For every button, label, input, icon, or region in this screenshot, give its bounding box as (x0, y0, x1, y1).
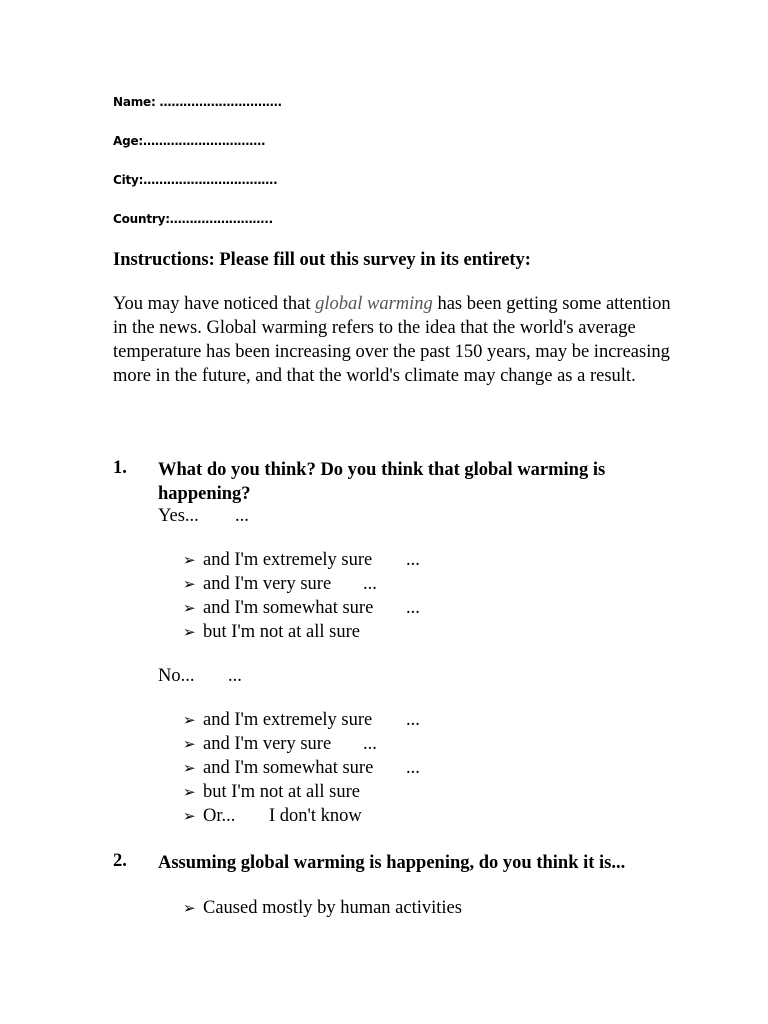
arrow-bullet-icon: ➢ (183, 713, 196, 729)
option-label: but I'm not at all sure (203, 622, 360, 642)
option-label: and I'm somewhat sure (203, 598, 374, 618)
option-label: and I'm somewhat sure (203, 758, 374, 778)
arrow-bullet-icon: ➢ (183, 625, 196, 641)
q1-no-label: No... (158, 666, 195, 686)
option-label: Caused mostly by human activities (203, 898, 462, 918)
name-field: Name: …………………………. (113, 95, 282, 109)
option-dots: I don't know (269, 806, 362, 826)
intro-text-after: has been getting some attention in the news. Global warming refers to the idea that the world's average temperature has been increasing over the past 150 years, may be increasing more in the future, and that the world's climate may change as a result. (113, 294, 671, 386)
q1-yes-label: Yes... (158, 506, 199, 526)
arrow-bullet-icon: ➢ (183, 785, 196, 801)
intro-emphasis: global warming (315, 294, 433, 314)
option-dots: ... (406, 550, 420, 570)
q1-no-dots: ... (228, 666, 242, 686)
intro-paragraph (113, 292, 673, 388)
option-dots: ... (363, 574, 377, 594)
arrow-bullet-icon: ➢ (183, 809, 196, 825)
option-label: and I'm very sure (203, 574, 332, 594)
option-label: but I'm not at all sure (203, 782, 360, 802)
q1-no-option (183, 758, 420, 779)
age-field: Age:…………………………. (113, 134, 266, 148)
option-dots: ... (363, 734, 377, 754)
question-2-number: 2. (113, 851, 127, 871)
question-2-text: Assuming global warming is happening, do you think it is... (158, 853, 626, 873)
q1-yes-option (183, 622, 360, 643)
option-dots: ... (406, 598, 420, 618)
intro-text-before: You may have noticed that (113, 294, 316, 314)
arrow-bullet-icon: ➢ (183, 737, 196, 753)
arrow-bullet-icon: ➢ (183, 901, 196, 917)
q1-yes-option (183, 550, 420, 571)
q1-no-option (183, 710, 420, 731)
city-field: City:……………………………. (113, 173, 278, 187)
arrow-bullet-icon: ➢ (183, 761, 196, 777)
option-label: and I'm extremely sure (203, 710, 373, 730)
option-label: Or... (203, 806, 236, 826)
q1-yes-option (183, 598, 420, 619)
option-label: and I'm extremely sure (203, 550, 373, 570)
question-1-number: 1. (113, 458, 127, 478)
instructions-heading: Instructions: Please fill out this survey in its entirety: (113, 250, 531, 270)
q1-yes-option (183, 574, 377, 595)
arrow-bullet-icon: ➢ (183, 577, 196, 593)
q1-no-option (183, 806, 362, 827)
country-field: Country:…………………….. (113, 212, 273, 226)
question-1-text: What do you think? Do you think that global warming is happening? (158, 460, 606, 504)
arrow-bullet-icon: ➢ (183, 601, 196, 617)
option-dots: ... (406, 710, 420, 730)
q1-yes-dots: ... (235, 506, 249, 526)
option-label: and I'm very sure (203, 734, 332, 754)
q2-option (183, 898, 462, 919)
arrow-bullet-icon: ➢ (183, 553, 196, 569)
q1-no-option (183, 734, 377, 755)
option-dots: ... (406, 758, 420, 778)
q1-no-option (183, 782, 360, 803)
